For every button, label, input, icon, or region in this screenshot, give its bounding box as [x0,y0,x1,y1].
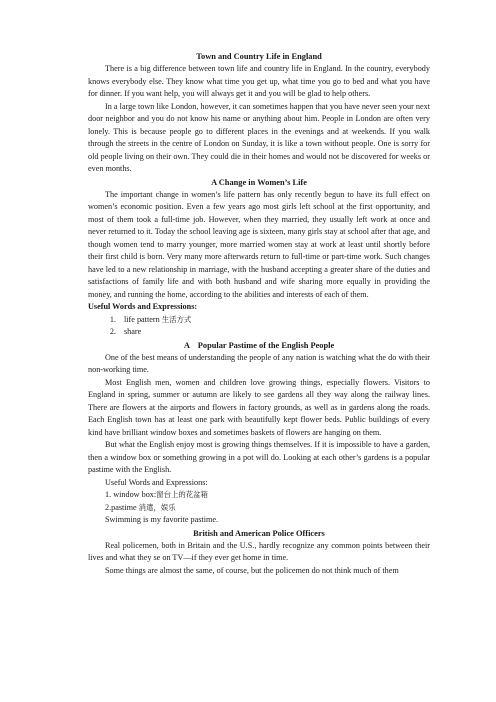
example-sentence: Swimming is my favorite pastime. [105,515,219,524]
useful-words-label: Useful Words and Expressions: [88,302,198,311]
section-title-pastime: A Popular Pastime of the English People [183,340,335,350]
list-item: 2. share [118,326,430,339]
useful-words-label: Useful Words and Expressions: [105,477,208,487]
paragraph: The important change in women’s life pattern has only recently begun to have its full effect on women’s economic position. Even a few years ago most girls left school at the first opportunity, and most of them took a full-time job. However, when they married, they usually left work at once and never returned to it. Today the school leaving age is sixteen, many girls stay at school after that age, and though women tend to marry younger, more married women stay at work at least until shortly before their first child is born. Very many more afterwards return to full-time or part-time work. Such changes have led to a new relationship in marriage, with the husband accepting a greater share of the duties and satisfactions of family life and with both husband and wife sharing more equally in providing the money, and running the home, according to the abilities and interests of each of them. [88,189,430,299]
paragraph: But what the English enjoy most is growing things themselves. If it is impossible to have a garden, then a window box or something growing in a pot will do. Looking at each other’s gardens is a popular pastime with the English. [88,440,430,474]
paragraph: Real policemen, both in Britain and the U.S., hardly recognize any common points between their lives and what they se on TV—if they ever get home in time. [88,540,430,562]
useful-words-list [88,314,430,339]
section-title-town-country: Town and Country Life in England [196,52,322,61]
section-title-womens-life: A Change in Women’s Life [211,177,307,187]
paragraph: There is a big difference between town life and country life in England. In the country, everybody knows everybody else. They know what time you get up, what time you go to bed and what you have for dinner. If you want help, you will always get it and you will be glad to help others. [88,64,430,98]
paragraph: Some things are almost the same, of course, but the policemen do not think much of them [105,565,399,575]
paragraph: In a large town like London, however, it can sometimes happen that you have never seen your next door neighbor and you do not know his name or anything about him. People in London are often very lonely. This is because people go to different places in the evenings and at weekends. If you walk through the streets in the centre of London on Sunday, it is like a town without people. One is sorry for old people living on their own. They could die in their homes and would not be discovered for weeks or even months. [88,101,430,173]
paragraph: Most English men, women and children love growing things, especially flowers. Visitors to England in spring, summer or autumn are likely to see gardens all they way along the railway lines. There are flowers at the airports and flowers in factory grounds, as well as in gardens along the roads. Each English town has at least one park with beautifully kept flower beds. Public buildings of every kind have brilliant window boxes and sometimes baskets of flowers are hanging on them. [88,377,430,437]
vocab-line: 2.pastime 消遣，娱乐 [105,502,176,512]
list-item: 1. life pattern 生活方式 [118,314,430,327]
section-title-police: British and American Police Officers [193,528,325,538]
paragraph: One of the best means of understanding the people of any nation is watching what the do with their non-working time. [88,352,430,374]
vocab-line: 1. window box:窗台上的花盆箱 [105,490,208,499]
